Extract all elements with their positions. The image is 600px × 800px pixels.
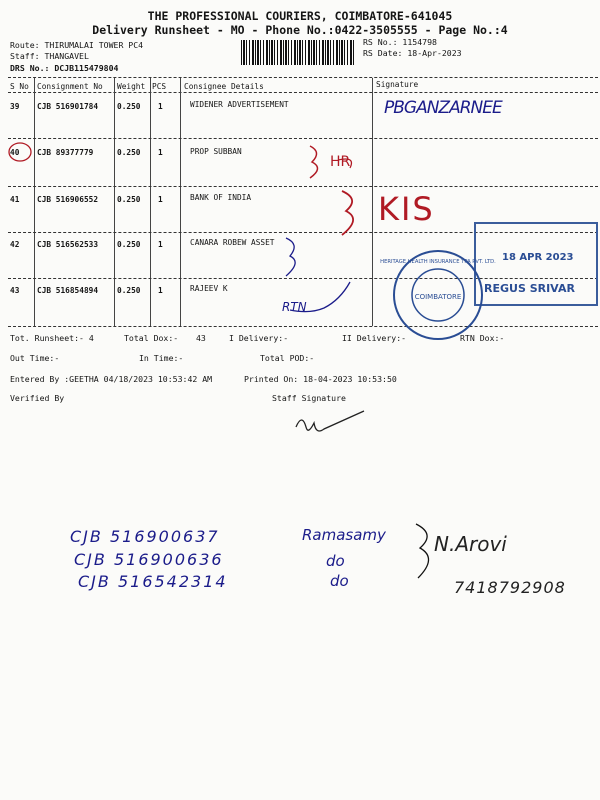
bracket-row41	[330, 185, 370, 245]
tot-runsheet: Tot. Runsheet:- 4	[10, 333, 94, 343]
ditto-1: do	[326, 552, 345, 570]
row40-circle	[5, 140, 35, 164]
mark-row41: KIS	[378, 190, 435, 228]
col-consignee: Consignee Details	[184, 82, 264, 91]
cjb-line-1: CJB 516900637	[70, 527, 220, 546]
total-dox-label: Total Dox:-	[124, 333, 179, 343]
right-signature: N.Arovi	[434, 532, 507, 556]
in-time: In Time:-	[139, 353, 184, 363]
ii-delivery: II Delivery:-	[342, 333, 407, 343]
rs-date: RS Date: 18-Apr-2023	[363, 48, 462, 58]
row-consignee: CANARA ROBEW ASSET	[190, 238, 275, 247]
cjb-line-2: CJB 516900636	[74, 550, 224, 569]
verified-by: Verified By	[10, 393, 65, 403]
row-sno: 43	[10, 286, 20, 295]
name-ramasamy: Ramasamy	[302, 526, 386, 544]
rs-number: RS No.: 1154798	[363, 37, 437, 47]
row-consignee: PROP SUBBAN	[190, 147, 242, 156]
col-weight: Weight	[117, 82, 146, 91]
row-pcs: 1	[158, 102, 163, 111]
row-consignment: CJB 516854894	[37, 286, 99, 295]
col-sno: S No	[10, 82, 29, 91]
row-consignee: BANK OF INDIA	[190, 193, 252, 202]
rtn-row43: RTN	[282, 300, 307, 314]
drs-number: DRS No.: DCJB115479804	[10, 63, 119, 73]
company-title: THE PROFESSIONAL COURIERS, COIMBATORE-641045	[147, 9, 453, 23]
runsheet-subtitle: Delivery Runsheet - MO - Phone No.:0422-3505555 - Page No.:4	[92, 23, 508, 37]
stamp-date: 18 APR 2023	[502, 252, 574, 263]
signature-row39: PBGANZARNEE	[384, 98, 502, 118]
total-pod: Total POD:-	[260, 353, 315, 363]
row-weight: 0.250	[117, 286, 141, 295]
stamp-regus: REGUS SRIVAR	[484, 282, 575, 295]
row-sno: 39	[10, 102, 20, 111]
col-pcs: PCS	[152, 82, 167, 91]
seal-heading: HERITAGE HEALTH INSURANCE TPA PVT. LTD.	[380, 259, 496, 265]
col-signature: Signature	[376, 80, 419, 89]
row-consignment: CJB 89377779	[37, 148, 94, 157]
row-consignment: CJB 516906552	[37, 195, 99, 204]
col-consignment: Consignment No	[37, 82, 103, 91]
phone-number: 7418792908	[454, 578, 566, 597]
row-pcs: 1	[158, 286, 163, 295]
staff-signature	[290, 405, 370, 445]
row-weight: 0.250	[117, 195, 141, 204]
staff-label: Staff: THANGAVEL	[10, 51, 89, 61]
heritage-seal	[380, 248, 496, 342]
barcode	[241, 40, 355, 65]
row-weight: 0.250	[117, 148, 141, 157]
row-weight: 0.250	[117, 240, 141, 249]
mark-row40: HR	[330, 154, 351, 170]
row-weight: 0.250	[117, 102, 141, 111]
rtn-dox: RTN Dox:-	[460, 333, 505, 343]
ditto-2: do	[330, 572, 349, 590]
row-sno: 40	[10, 148, 20, 157]
seal-city: COIMBATORE	[414, 293, 462, 301]
entered-by: Entered By :GEETHA 04/18/2023 10:53:42 AM	[10, 374, 213, 384]
row-consignment: CJB 516562533	[37, 240, 99, 249]
out-time: Out Time:-	[10, 353, 60, 363]
row-consignee: RAJEEV K	[190, 284, 228, 293]
row-consignee: WIDENER ADVERTISEMENT	[190, 100, 289, 109]
total-dox-value: 43	[196, 333, 206, 343]
route-label: Route: THIRUMALAI TOWER PC4	[10, 40, 144, 50]
row-sno: 42	[10, 240, 20, 249]
row-pcs: 1	[158, 195, 163, 204]
row-pcs: 1	[158, 240, 163, 249]
row-consignment: CJB 516901784	[37, 102, 99, 111]
cjb-line-3: CJB 516542314	[78, 572, 228, 591]
printed-on: Printed On: 18-04-2023 10:53:50	[244, 374, 397, 384]
bracket-row42	[280, 232, 310, 282]
i-delivery: I Delivery:-	[229, 333, 289, 343]
row-pcs: 1	[158, 148, 163, 157]
row-sno: 41	[10, 195, 20, 204]
staff-signature-label: Staff Signature	[272, 393, 346, 403]
